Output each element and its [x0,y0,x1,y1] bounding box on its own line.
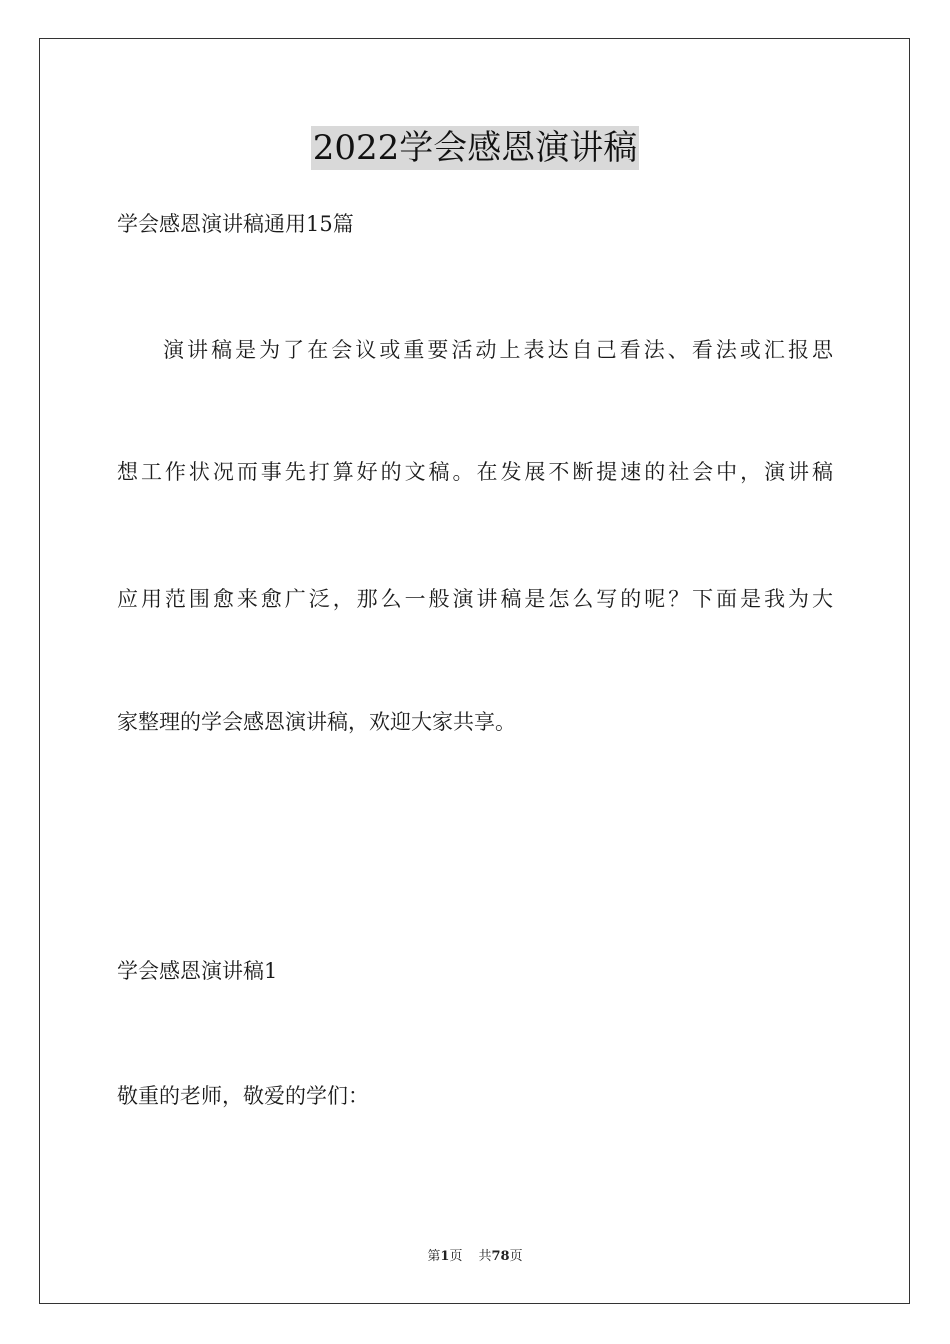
page-footer [0,1248,950,1266]
section-heading: 学会感恩演讲稿1 [117,959,278,983]
title-container [0,126,950,170]
page-number: 1 [440,1249,450,1264]
total-prefix: 共 [478,1249,492,1264]
total-pages: 78 [491,1249,510,1264]
intro-paragraph-line-2: 想工作状况而事先打算好的文稿。在发展不断提速的社会中，演讲稿 [117,460,833,484]
document-title: 2022学会感恩演讲稿 [312,128,638,168]
page-prefix: 第 [427,1249,441,1264]
document-subtitle: 学会感恩演讲稿通用15篇 [117,212,354,236]
page-suffix: 页 [449,1249,463,1264]
salutation: 敬重的老师，敬爱的学们： [117,1084,369,1108]
intro-paragraph-line-1: 演讲稿是为了在会议或重要活动上表达自己看法、看法或汇报思 [163,338,833,362]
intro-paragraph-line-4: 家整理的学会感恩演讲稿，欢迎大家共享。 [117,710,516,734]
total-suffix: 页 [509,1249,523,1264]
intro-paragraph-line-3: 应用范围愈来愈广泛，那么一般演讲稿是怎么写的呢？下面是我为大 [117,587,833,611]
